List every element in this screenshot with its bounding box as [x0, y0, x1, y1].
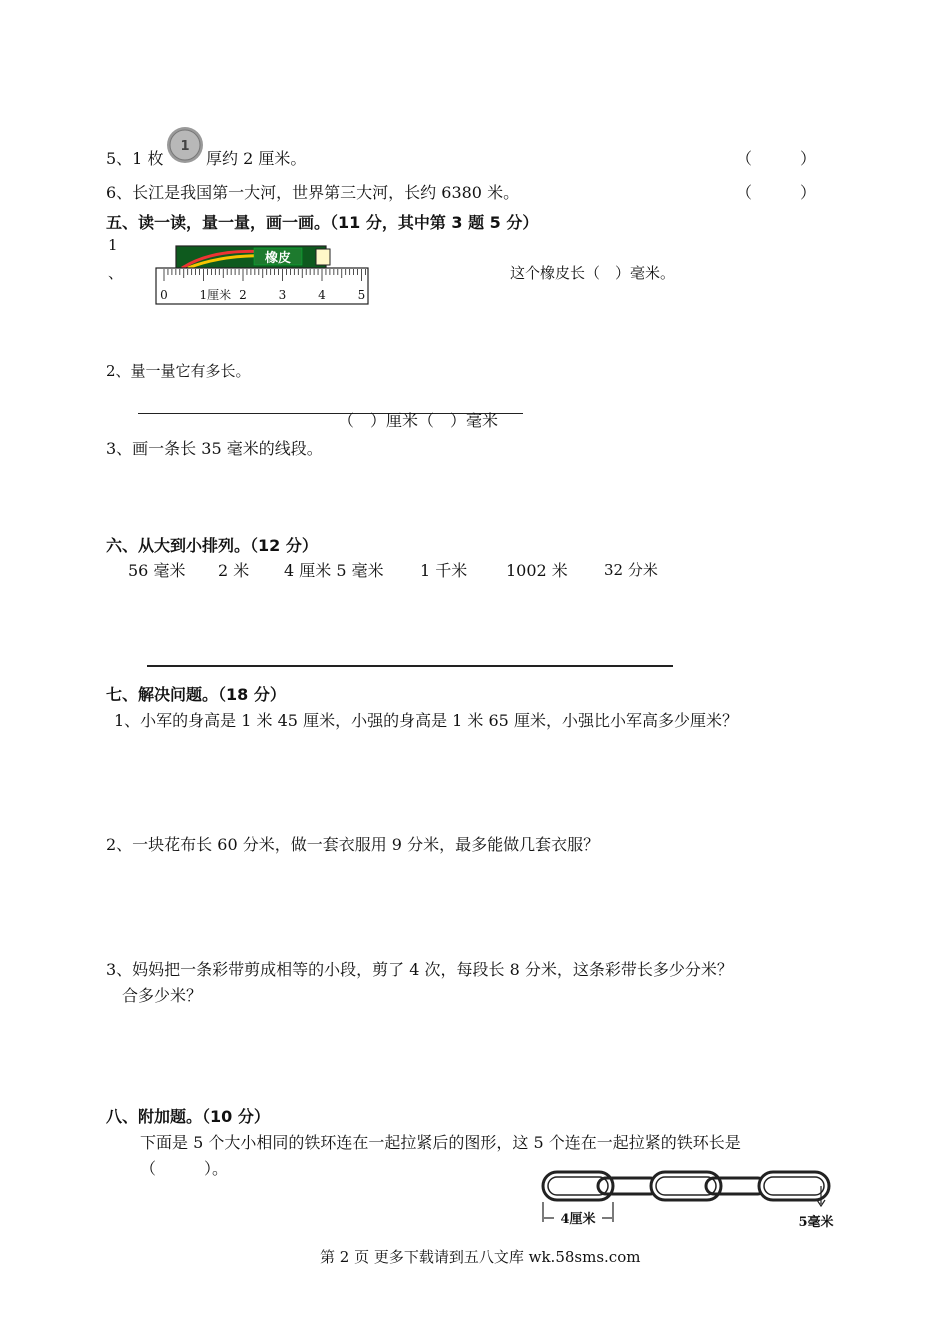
- ruler-label: 5: [357, 288, 366, 302]
- eraser-label: 橡皮: [264, 251, 292, 266]
- sec7-title: 七、解决问题。（18 分）: [106, 685, 286, 704]
- ruler-label: 1厘米: [199, 288, 232, 302]
- q6-text: 6、长江是我国第一大河，世界第三大河，长约 6380 米。: [106, 183, 520, 202]
- sec8-title: 八、附加题。（10 分）: [106, 1107, 270, 1126]
- sec5-q2: 2、量一量它有多长。: [106, 362, 251, 380]
- sec6-item-4: 1 千米: [420, 561, 468, 580]
- sec6-item-6: 32 分米: [604, 561, 658, 579]
- sec6-item-5: 1002 米: [506, 561, 568, 580]
- q5-pre: 5、1 枚: [106, 149, 164, 168]
- ruler-label: 4: [318, 288, 326, 302]
- sec7-q1: 1、小军的身高是 1 米 45 厘米，小强的身高是 1 米 65 厘米，小强比小军高多少厘米？: [114, 711, 738, 730]
- sec6-title: 六、从大到小排列。（12 分）: [106, 536, 318, 555]
- q5-paren[interactable]: （ ）: [736, 149, 817, 168]
- chain-label-right: 5毫米: [798, 1215, 834, 1230]
- coin-text: 1: [180, 139, 190, 154]
- sec5-q3: 3、画一条长 35 毫米的线段。: [106, 439, 323, 458]
- q6-paren[interactable]: （ ）: [736, 183, 817, 202]
- sec7-q3a: 3、妈妈把一条彩带剪成相等的小段，剪了 4 次，每段长 8 分米，这条彩带长多少分米？: [106, 960, 733, 979]
- sec6-item-2: 2 米: [218, 561, 250, 580]
- ruler-label: 2: [239, 288, 247, 302]
- sec8-q1b[interactable]: （ ）。: [140, 1159, 229, 1178]
- page-footer: 第 2 页 更多下载请到五八文库 wk.58sms.com: [320, 1248, 641, 1266]
- sec6-item-3: 4 厘米 5 毫米: [284, 561, 384, 580]
- sec5-q1-answer: 这个橡皮长（ ）毫米。: [510, 264, 676, 282]
- sec7-q2: 2、一块花布长 60 分米，做一套衣服用 9 分米，最多能做几套衣服？: [106, 835, 600, 854]
- ruler-label: 3: [278, 288, 287, 302]
- ruler-label: 0: [160, 288, 168, 302]
- sec7-q3b: 合多少米？: [122, 986, 203, 1005]
- chain-image: [540, 1166, 840, 1234]
- chain-label-left: 4厘米: [560, 1212, 596, 1227]
- sec5-q1-num-b: 、: [108, 264, 124, 282]
- sec5-q2-answer[interactable]: （ ）厘米（ ）毫米: [338, 411, 499, 430]
- sec5-q1-num-a: 1: [108, 236, 118, 254]
- answer-line[interactable]: [147, 665, 673, 667]
- sec8-q1a: 下面是 5 个大小相同的铁环连在一起拉紧后的图形，这 5 个连在一起拉紧的铁环长是: [140, 1133, 741, 1152]
- sec6-item-1: 56 毫米: [128, 561, 186, 580]
- coin-icon: [166, 126, 204, 164]
- q5-post: 厚约 2 厘米。: [206, 149, 307, 168]
- ruler-image: [154, 244, 370, 306]
- sec5-title: 五、读一读，量一量，画一画。（11 分，其中第 3 题 5 分）: [106, 213, 539, 232]
